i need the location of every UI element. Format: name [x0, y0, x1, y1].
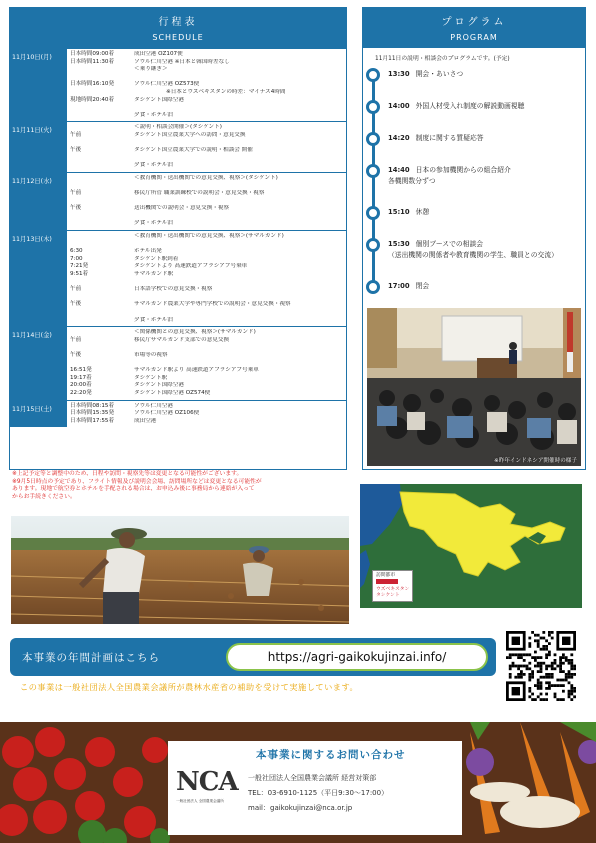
schedule-subtitle: SCHEDULE — [152, 33, 204, 42]
row-detail: 移民庁サマルカンド支部での意見交換 — [134, 336, 230, 343]
schedule-notes — [12, 471, 352, 501]
schedule-row — [70, 147, 343, 155]
day-label: 11月10日(月) — [10, 49, 66, 121]
row-detail — [134, 309, 343, 317]
farm-photo — [11, 516, 349, 624]
schedule-day — [10, 230, 346, 326]
day-body — [66, 231, 346, 326]
row-time — [70, 162, 134, 170]
schedule-day — [10, 326, 346, 399]
timeline-time: 14:40 — [388, 166, 410, 174]
row-detail: 夕食・ホテル泊 — [134, 316, 173, 323]
schedule-row — [70, 112, 343, 120]
timeline-label: 休憩 — [415, 208, 430, 216]
row-time: 午後 — [70, 147, 82, 154]
row-time: 午後 — [70, 205, 82, 212]
legend-swatch — [376, 579, 398, 584]
uzbekistan-map — [360, 484, 582, 608]
row-time — [70, 89, 134, 97]
row-time: 22:20発 — [70, 389, 92, 396]
row-detail — [134, 294, 343, 302]
annual-plan-banner — [10, 638, 496, 676]
photo-caption: ※昨年インドネシア開催時の様子 — [494, 458, 577, 464]
timeline-label: 制度に関する質疑応答 — [415, 134, 484, 142]
row-time — [70, 124, 134, 132]
row-detail: 成田空港 OZ107便 — [134, 51, 183, 57]
schedule-row — [70, 190, 343, 198]
row-detail — [134, 360, 343, 368]
schedule-row — [70, 81, 343, 89]
row-time: 7:00 — [70, 255, 83, 262]
row-time — [70, 309, 134, 317]
timeline-entry — [388, 207, 429, 218]
logo-subtext: 一般社団法人 全国農業会議所 — [176, 799, 224, 803]
schedule-row — [70, 66, 343, 74]
timeline-item — [366, 238, 558, 261]
schedule-row — [70, 410, 343, 418]
schedule-day — [10, 121, 346, 172]
timeline-dot-icon — [366, 164, 380, 178]
schedule-row — [70, 140, 343, 148]
timeline-entry — [388, 165, 511, 187]
contact-tel: TEL：03-6910-1125（平日9:30〜17:00） — [248, 789, 389, 797]
row-time: 午前 — [70, 336, 82, 343]
timeline-label: 個別ブースでの相談会 （送出機関の関係者や教育機関の学生、職員との交流） — [388, 240, 558, 259]
schedule-row — [70, 301, 343, 309]
schedule-row — [70, 59, 343, 67]
schedule-row — [70, 344, 343, 352]
row-time: 日本時間09:00着 — [70, 51, 115, 57]
schedule-row — [70, 360, 343, 368]
row-detail: タシケント駅 — [134, 374, 168, 381]
day-body — [66, 173, 346, 230]
row-detail: 送出機関での説明会・意見交換・視察 — [134, 205, 230, 212]
schedule-row — [70, 271, 343, 279]
row-time: 19:17着 — [70, 374, 92, 381]
note-line: からお手続きください。 — [12, 493, 76, 500]
schedule-row — [70, 124, 343, 132]
row-time — [70, 112, 134, 120]
row-detail: ＜乗り継ぎ＞ — [134, 66, 168, 73]
schedule-row — [70, 198, 343, 206]
timeline-item — [366, 68, 463, 82]
row-time: 午前 — [70, 190, 82, 197]
program-title: プログラム — [441, 17, 507, 28]
row-time: 日本時間08:15着 — [70, 402, 115, 409]
program-header — [363, 8, 585, 48]
timeline-dot-icon — [366, 238, 380, 252]
schedule-row — [70, 279, 343, 287]
timeline-dot-icon — [366, 280, 380, 294]
farmers-field-image — [11, 516, 349, 624]
timeline-time: 14:20 — [388, 134, 410, 142]
row-detail: ソウル仁川空港 OZ106便 — [134, 410, 200, 417]
schedule-row — [70, 51, 343, 59]
row-detail — [134, 155, 343, 163]
row-time: 日本時間11:30着 — [70, 58, 115, 65]
row-time — [70, 344, 134, 352]
schedule-row — [70, 403, 343, 411]
qr-code-image — [506, 631, 576, 701]
row-time: 6:30 — [70, 248, 83, 255]
schedule-days — [10, 48, 346, 427]
day-label: 11月11日(火) — [10, 122, 66, 172]
row-detail — [134, 279, 343, 287]
note-line: あります。現地で航空券とホテルを手配される場合は、お申込み後に事務局から連絡が入って — [12, 486, 255, 493]
schedule-row — [70, 220, 343, 228]
map-legend — [372, 570, 413, 602]
row-time: 午前 — [70, 131, 82, 138]
timeline-entry — [388, 101, 524, 112]
event-photo — [367, 308, 581, 466]
timeline-label: 閉会 — [415, 282, 430, 290]
schedule-row — [70, 294, 343, 302]
row-detail: ホテル出発 — [134, 248, 162, 255]
row-detail: ＜関係機関との意見交換、視察＞(サマルカンド) — [134, 329, 256, 336]
row-detail: 夕食・ホテル泊 — [134, 162, 173, 169]
legend-title: 訪問都市 — [376, 573, 396, 578]
schedule-panel — [9, 7, 347, 470]
row-detail: タシケントより 高速鉄道アフラシアブ号乗車 — [134, 263, 248, 270]
row-time: 午前 — [70, 286, 82, 293]
schedule-row — [70, 104, 343, 112]
schedule-row — [70, 337, 343, 345]
row-time: 午後 — [70, 351, 82, 358]
row-time — [70, 220, 134, 228]
row-time: 日本時間15:35発 — [70, 410, 115, 417]
row-detail: サマルカンド駅より 高速鉄道アフラシアブ号乗車 — [134, 367, 259, 374]
timeline-time: 15:30 — [388, 240, 410, 248]
row-time — [70, 329, 134, 337]
schedule-row — [70, 317, 343, 325]
row-detail — [134, 74, 343, 82]
row-detail — [134, 183, 343, 191]
program-timeline — [363, 68, 585, 308]
row-detail: ＜説明・相談会開催＞(タシケント) — [134, 124, 222, 131]
seminar-photo-image — [367, 308, 581, 466]
row-detail: ＜教育機関・送出機関での意見交換、視察＞(サマルカンド) — [134, 233, 284, 240]
timeline-label: 開会・あいさつ — [415, 70, 464, 78]
row-detail: ソウル仁川空港 OZ573便 — [134, 81, 200, 88]
row-detail: タシケント国際空港 — [134, 96, 184, 103]
row-detail: タシケント国際空港 OZ574便 — [134, 389, 211, 396]
row-detail — [134, 104, 343, 112]
schedule-row — [70, 375, 343, 383]
row-time: 20:00着 — [70, 382, 92, 389]
day-body — [66, 327, 346, 399]
row-detail: サマルカンド駅 — [134, 271, 174, 278]
nca-logo — [176, 767, 238, 817]
timeline-time: 15:10 — [388, 208, 410, 216]
timeline-item — [366, 206, 429, 220]
program-subtitle: PROGRAM — [450, 33, 498, 42]
contact-details — [248, 771, 388, 816]
schedule-row — [70, 352, 343, 360]
timeline-entry — [388, 69, 463, 80]
timeline-entry — [388, 281, 429, 292]
timeline-item — [366, 164, 511, 187]
row-time — [70, 140, 134, 148]
schedule-row — [70, 390, 343, 398]
row-detail: 夕食・ホテル泊 — [134, 111, 173, 118]
day-label: 11月13日(木) — [10, 231, 66, 326]
schedule-row — [70, 367, 343, 375]
timeline-dot-icon — [366, 132, 380, 146]
timeline-item — [366, 100, 524, 114]
row-time — [70, 155, 134, 163]
row-time: 9:51着 — [70, 271, 89, 278]
timeline-dot-icon — [366, 206, 380, 220]
schedule-row — [70, 213, 343, 221]
subsidy-statement: この事業は一般社団法人全国農業会議所が農林水産省の補助を受けて実施しています。 — [20, 682, 359, 692]
schedule-row — [70, 205, 343, 213]
timeline-dot-icon — [366, 100, 380, 114]
row-detail: 成田空港 — [134, 417, 157, 424]
row-time — [70, 233, 134, 241]
program-note: 11月11日の説明・相談会のプログラムです。(予定) — [375, 56, 510, 62]
day-label: 11月12日(水) — [10, 173, 66, 230]
schedule-header — [10, 8, 346, 48]
day-body — [66, 401, 346, 428]
row-time — [70, 175, 134, 183]
qr-code[interactable] — [506, 631, 576, 701]
day-label: 11月14日(金) — [10, 327, 66, 399]
row-detail: タシケント駅到着 — [134, 255, 179, 262]
note-line: ※9月5日時点の予定であり、フライト情報及び説明会会場、訪問場所などは変更となる可能性が — [12, 478, 262, 485]
row-detail: サマルカンド農業大学や専門学校での説明会・意見交換・視察 — [134, 301, 291, 308]
row-detail — [134, 140, 343, 148]
timeline-entry — [388, 133, 484, 144]
row-detail: 移民庁所管 職業訓練校での説明会・意見交換・視察 — [134, 190, 265, 197]
contact-box — [168, 741, 462, 835]
annual-plan-label: 本事業の年間計画はこちら — [22, 651, 160, 664]
schedule-row — [70, 256, 343, 264]
row-detail: ソウル仁川空港 — [134, 402, 173, 409]
schedule-row — [70, 155, 343, 163]
note-line: ※上記予定等と調整中のため、日程や訪問・視察先等は変更となる可能性がございます。 — [12, 471, 243, 477]
row-time: 午後 — [70, 301, 82, 308]
schedule-row — [70, 97, 343, 105]
day-body — [66, 122, 346, 172]
contact-title: 本事業に関するお問い合わせ — [256, 749, 406, 761]
timeline-entry — [388, 239, 558, 261]
row-time: 日本時間17:55着 — [70, 417, 115, 424]
timeline-label: 日本の参加機関からの組合紹介 各機関数分ずつ — [388, 166, 511, 185]
row-time: 16:51発 — [70, 367, 92, 374]
row-detail — [134, 241, 343, 249]
schedule-day — [10, 172, 346, 230]
schedule-row — [70, 286, 343, 294]
row-time — [70, 183, 134, 191]
row-time: 日本時間16:10発 — [70, 81, 115, 88]
schedule-row — [70, 162, 343, 170]
row-time — [70, 317, 134, 325]
schedule-row — [70, 329, 343, 337]
row-time: 7:21発 — [70, 263, 89, 270]
timeline-time: 13:30 — [388, 70, 410, 78]
timeline-label: 外国人材受入れ制度の解説動画視聴 — [415, 102, 525, 110]
program-panel — [362, 7, 586, 470]
legend-label: ウズベキスタン タシケント — [376, 587, 410, 598]
contact-mail[interactable]: mail：gaikokujinzai@nca.or.jp — [248, 804, 353, 812]
timeline-dot-icon — [366, 68, 380, 82]
row-time — [70, 241, 134, 249]
row-detail: 夕食・ホテル泊 — [134, 220, 173, 227]
row-time — [70, 213, 134, 221]
timeline-item — [366, 132, 484, 146]
row-time: 現地時間20:40着 — [70, 96, 115, 103]
schedule-row — [70, 263, 343, 271]
row-detail: タシケント国際空港 — [134, 382, 184, 389]
schedule-row — [70, 89, 343, 97]
row-detail: ＜教育機関・送出機関での意見交換、視察＞(タシケント) — [134, 174, 278, 181]
annual-plan-link[interactable]: https://agri-gaikokujinzai.info/ — [226, 643, 488, 671]
schedule-day — [10, 400, 346, 428]
row-detail: ソウル仁川空港 ※日本と韓国時差なし — [134, 58, 230, 65]
row-time — [70, 104, 134, 112]
row-detail: 市場等の視察 — [134, 351, 168, 358]
schedule-row — [70, 382, 343, 390]
row-detail: タシケント国立農業大学への訪問・意見交換 — [134, 131, 246, 138]
schedule-row — [70, 248, 343, 256]
row-detail: ※日本とウズベキスタンの時差：マイナス4時間 — [134, 88, 286, 95]
logo-mark: NCA — [176, 767, 238, 797]
timeline-time: 14:00 — [388, 102, 410, 110]
row-time — [70, 66, 134, 74]
day-label: 11月15日(土) — [10, 401, 66, 428]
schedule-title: 行程表 — [158, 17, 198, 28]
contact-org: 一般社団法人全国農業会議所 経営対策部 — [248, 774, 377, 782]
schedule-row — [70, 132, 343, 140]
row-detail — [134, 198, 343, 206]
timeline-item — [366, 280, 429, 294]
schedule-row — [70, 241, 343, 249]
row-detail — [134, 344, 343, 352]
day-body — [66, 49, 346, 121]
schedule-row — [70, 309, 343, 317]
schedule-day — [10, 48, 346, 121]
row-detail — [134, 213, 343, 221]
timeline-time: 17:00 — [388, 282, 410, 290]
schedule-row — [70, 418, 343, 426]
row-detail: タシケント国立農業大学での説明・相談会 開催 — [134, 147, 253, 154]
row-detail: 日本語学校での意見交換・視察 — [134, 286, 213, 293]
schedule-row — [70, 233, 343, 241]
schedule-row — [70, 175, 343, 183]
schedule-row — [70, 183, 343, 191]
